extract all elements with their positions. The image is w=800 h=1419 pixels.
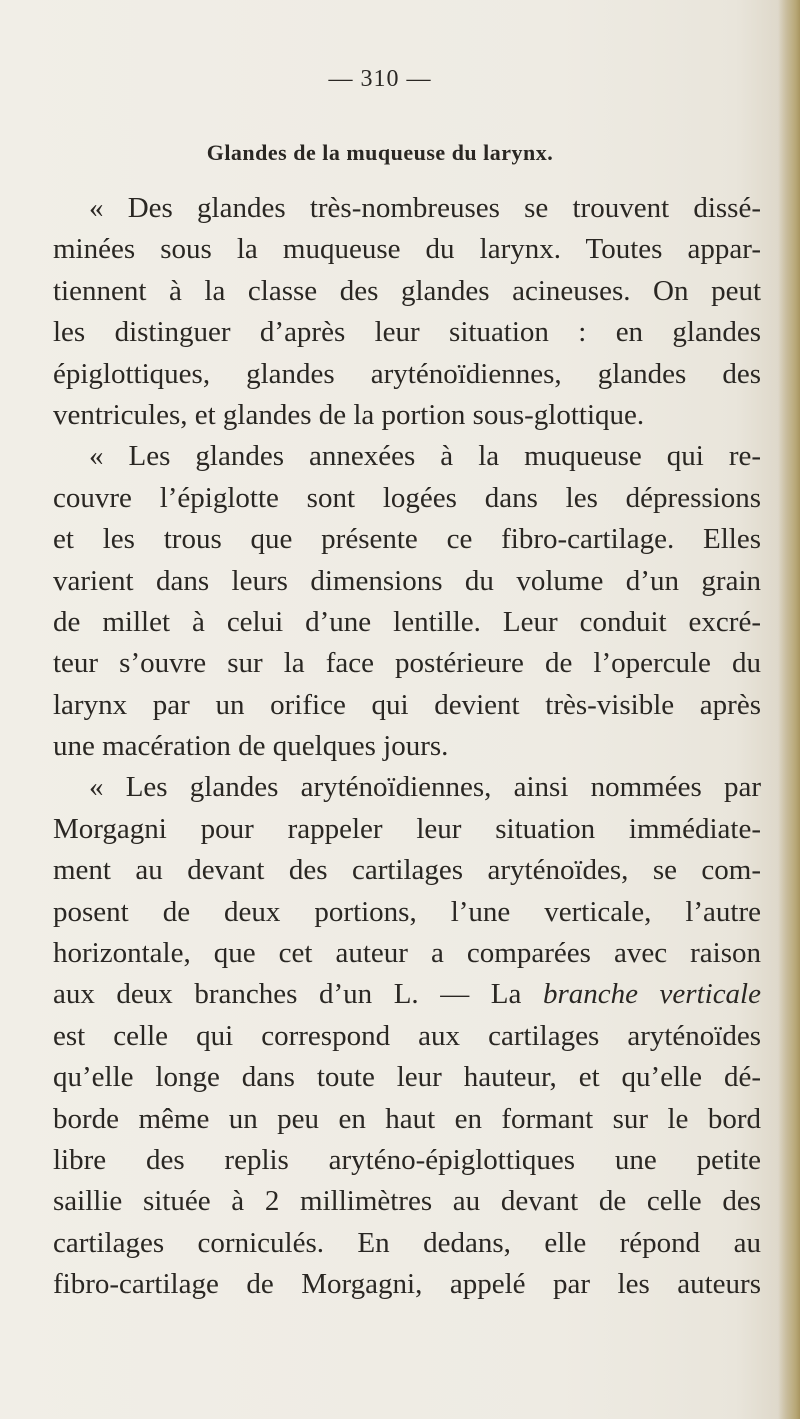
- text-line: horizontale, que cet auteur a comparées avec raison: [53, 937, 761, 970]
- text-line: posent de deux portions, l’une verticale, l’autre: [53, 895, 761, 928]
- page-binding-edge: [778, 0, 800, 1419]
- text-line: est celle qui correspond aux cartilages aryténoïdes: [53, 1019, 761, 1052]
- text-line: borde même un peu en haut en formant sur le bord: [53, 1102, 761, 1135]
- text-line: cartilages corniculés. En dedans, elle répond au: [53, 1226, 761, 1259]
- text-line: une macération de quelques jours.: [53, 730, 449, 763]
- section-heading: Glandes de la muqueuse du larynx.: [206, 140, 554, 165]
- text-line: tiennent à la classe des glandes acineuses. On peut: [53, 274, 761, 307]
- text-line: minées sous la muqueuse du larynx. Toutes appar-: [53, 233, 761, 266]
- text-line: ventricules, et glandes de la portion sous-glottique.: [53, 398, 645, 431]
- text-line: saillie située à 2 millimètres au devant de celle des: [53, 1185, 761, 1218]
- text-line: couvre l’épiglotte sont logées dans les dépressions: [53, 481, 761, 514]
- text-line: larynx par un orifice qui devient très-visible après: [53, 688, 761, 721]
- text-line: les distinguer d’après leur situation : en glandes: [53, 316, 761, 349]
- page-number: — 310 —: [328, 66, 432, 92]
- text-line: varient dans leurs dimensions du volume d’un grain: [53, 564, 761, 597]
- text-line: de millet à celui d’une lentille. Leur conduit excré-: [53, 605, 761, 638]
- text-line: « Les glandes annexées à la muqueuse qui re-: [89, 440, 761, 473]
- text-line: teur s’ouvre sur la face postérieure de l’opercule du: [53, 647, 761, 680]
- text-line: aux deux branches d’un L. — La branche verticale: [53, 978, 761, 1011]
- text-line: qu’elle longe dans toute leur hauteur, et qu’elle dé-: [53, 1061, 761, 1094]
- text-line: « Des glandes très-nombreuses se trouvent dissé-: [89, 192, 761, 224]
- text-line: libre des replis aryténo-épiglottiques une petite: [53, 1143, 761, 1176]
- text-line: « Les glandes aryténoïdiennes, ainsi nommées par: [89, 771, 761, 804]
- body-text: [53, 188, 761, 1306]
- text-line: ment au devant des cartilages aryténoïdes, se com-: [53, 854, 761, 887]
- italic-term: branche verticale: [542, 978, 761, 1011]
- text-line: Morgagni pour rappeler leur situation immédiate-: [53, 812, 761, 845]
- text-line: fibro-cartilage de Morgagni, appelé par les auteurs: [53, 1268, 761, 1301]
- text-line: épiglottiques, glandes aryténoïdiennes, glandes des: [53, 357, 761, 390]
- text-line: et les trous que présente ce fibro-cartilage. Elles: [53, 523, 761, 556]
